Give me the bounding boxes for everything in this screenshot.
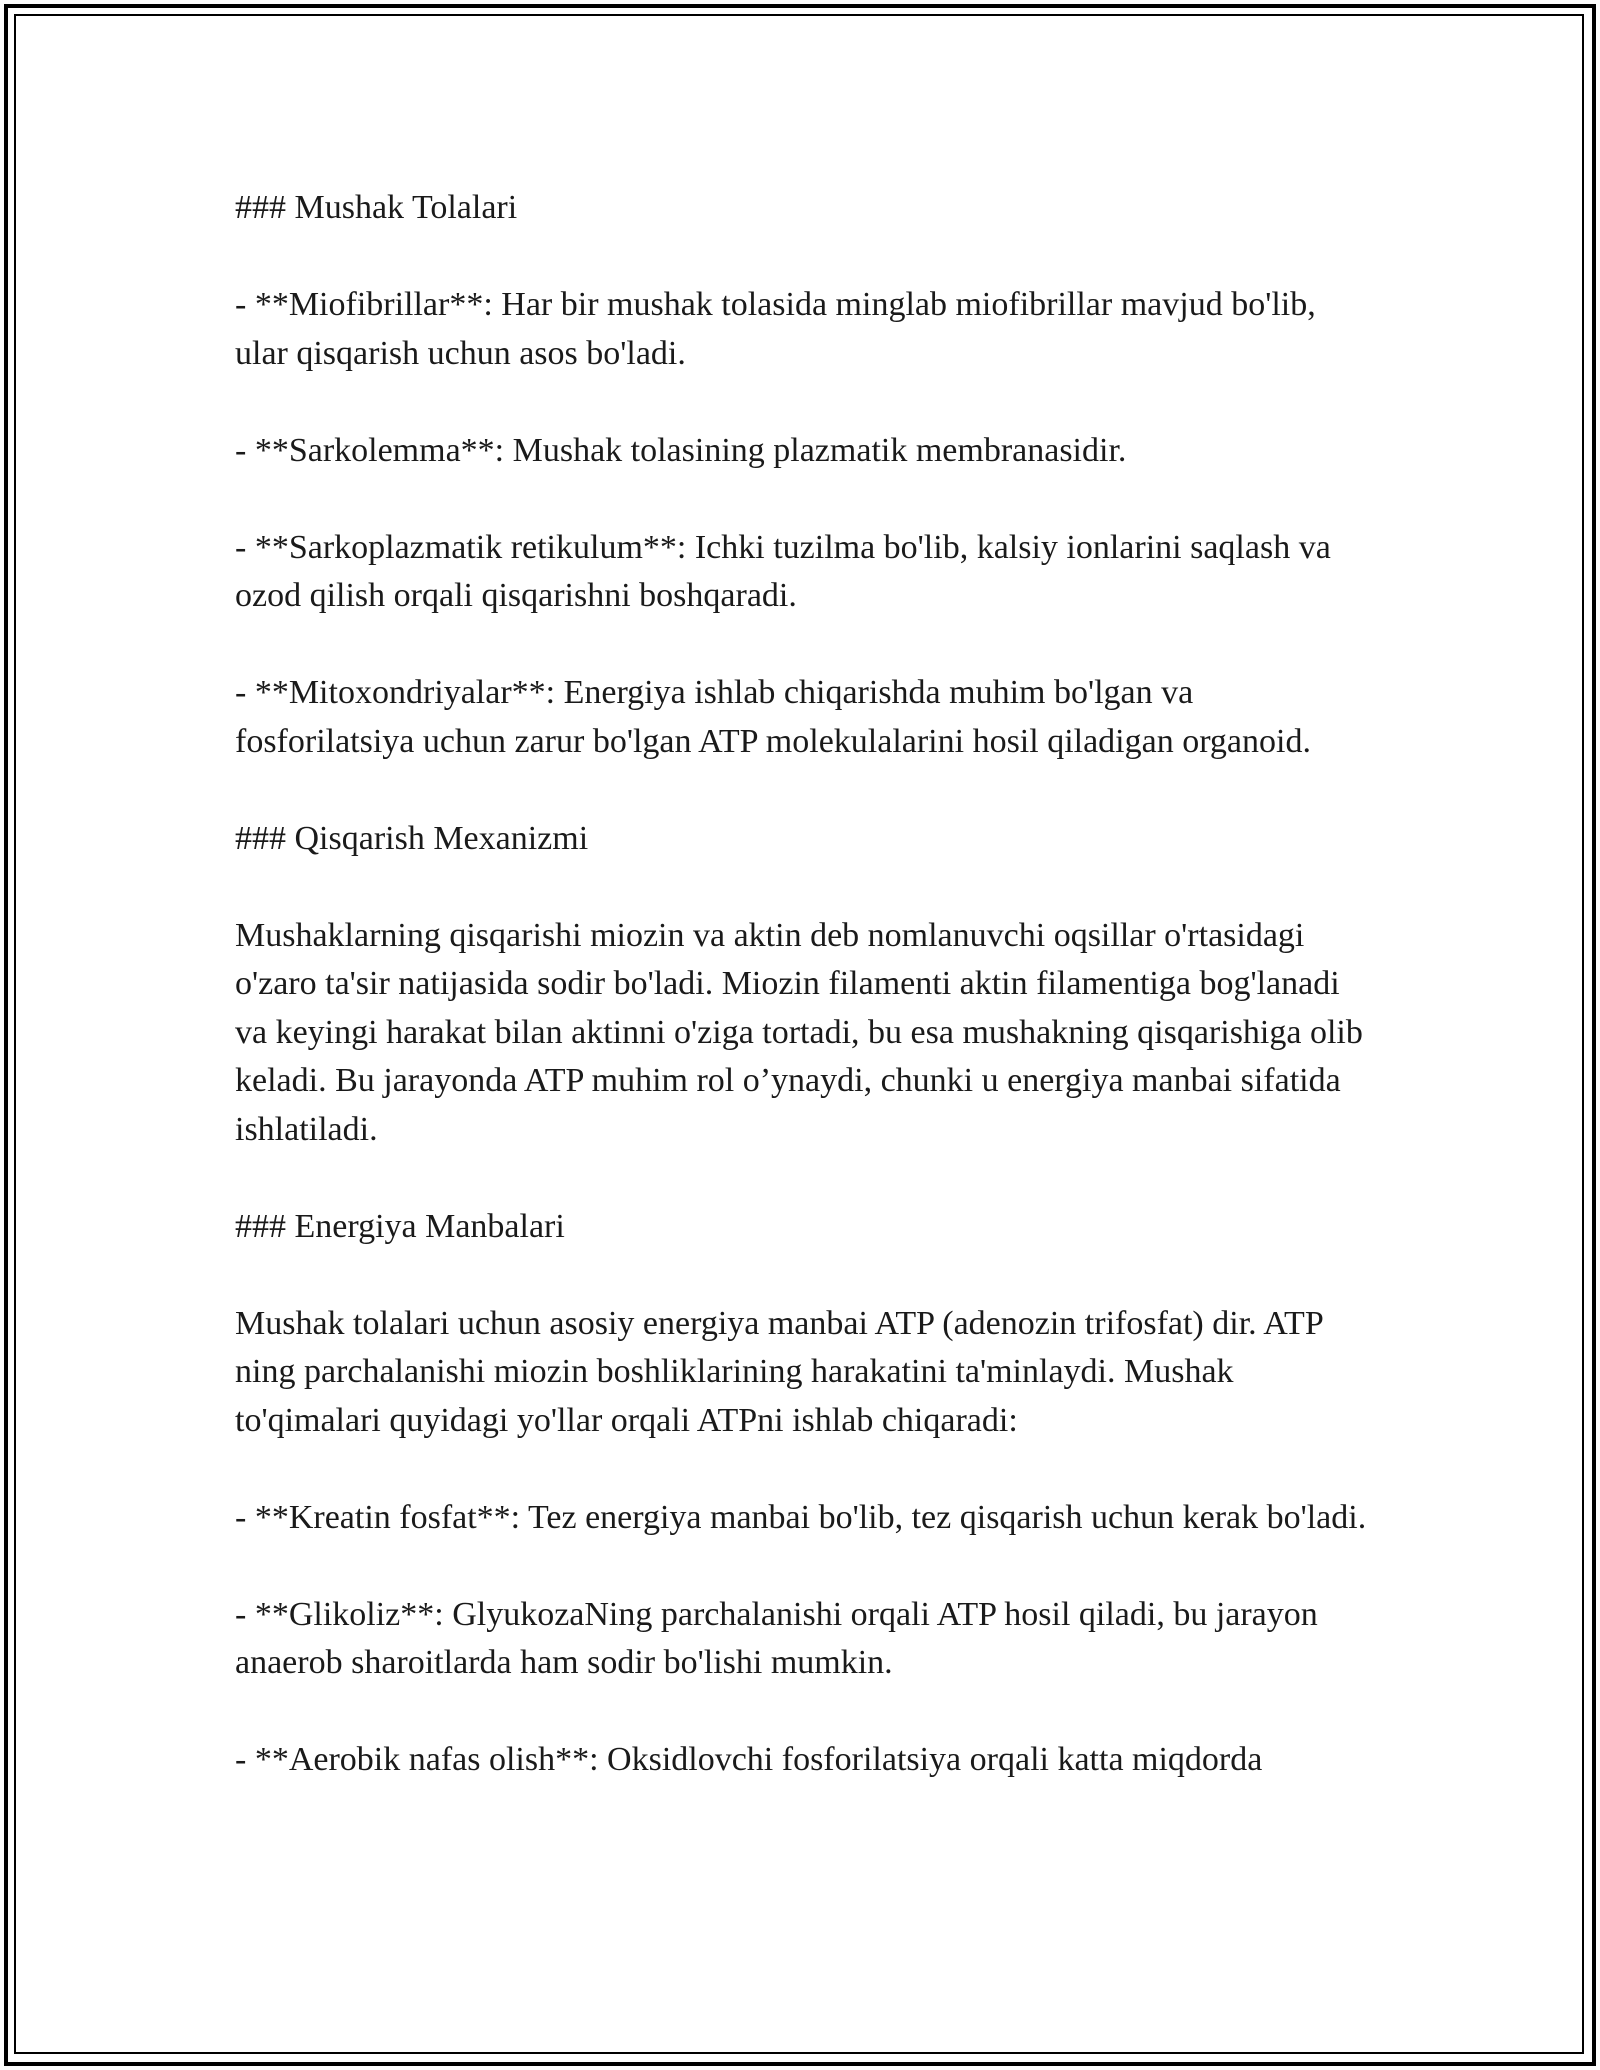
bullet-item: - **Kreatin fosfat**: Tez energiya manbai bo'lib, tez qisqarish uchun kerak bo'ladi. xyxy=(235,1498,1367,1536)
bullet-item: - **Mitoxondriyalar**: Energiya ishlab chiqarishda muhim bo'lgan va fosforilatsiya uchun zarur bo'lgan ATP molekulalarini hosil qiladigan organoid. xyxy=(235,674,1311,760)
section-heading: ### Mushak Tolalari xyxy=(235,189,518,226)
document-body xyxy=(235,184,1370,1785)
bullet-item: - **Miofibrillar**: Har bir mushak tolasida minglab miofibrillar mavjud bo'lib, ular qisqarish uchun asos bo'ladi. xyxy=(235,286,1316,372)
bullet-item: - **Aerobik nafas olish**: Oksidlovchi fosforilatsiya orqali katta miqdorda xyxy=(235,1741,1263,1778)
section-heading: ### Qisqarish Mexanizmi xyxy=(235,819,589,857)
bullet-item: - **Sarkolemma**: Mushak tolasining plazmatik membranasidir. xyxy=(235,431,1127,469)
bullet-item: - **Sarkoplazmatik retikulum**: Ichki tuzilma bo'lib, kalsiy ionlarini saqlash va ozod qilish orqali qisqarishni boshqaradi. xyxy=(235,528,1331,614)
section-heading: ### Energiya Manbalari xyxy=(235,1207,565,1245)
body-paragraph: Mushaklarning qisqarishi miozin va aktin deb nomlanuvchi oqsillar o'rtasidagi o'zaro ta'sir natijasida sodir bo'ladi. Miozin filamenti aktin filamentiga bog'lanadi va keyingi harakat bilan aktinni o'ziga tortadi, bu esa mushakning qisqarishiga olib keladi. Bu jarayonda ATP muhim rol o’ynaydi, chunki u energiya manbai sifatida ishlatiladi. xyxy=(235,916,1363,1148)
bullet-item: - **Glikoliz**: GlyukozaNing parchalanishi orqali ATP hosil qiladi, bu jarayon anaerob sharoitlarda ham sodir bo'lishi mumkin. xyxy=(235,1595,1318,1681)
body-paragraph: Mushak tolalari uchun asosiy energiya manbai ATP (adenozin trifosfat) dir. ATP ning parchalanishi miozin boshliklarining harakatini ta'minlaydi. Mushak to'qimalari quyidagi yo'llar orqali ATPni ishlab chiqaradi: xyxy=(235,1304,1323,1439)
